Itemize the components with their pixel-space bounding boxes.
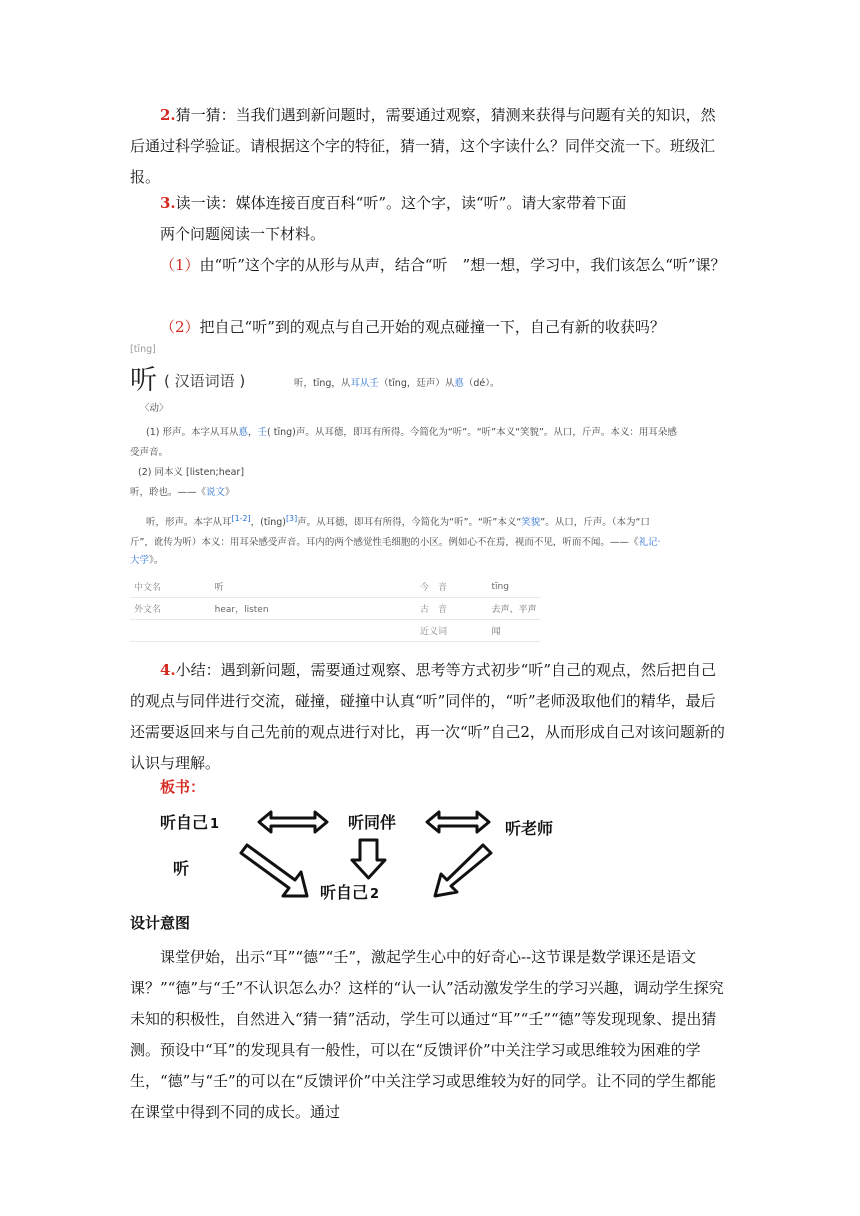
question-1 — [130, 250, 730, 281]
dict-para-b: 耳 — [222, 517, 232, 529]
double-arrow-left-icon — [259, 812, 327, 832]
dict-summary-b: （tīng，廷声）从 — [378, 378, 455, 389]
read-paragraph — [130, 188, 730, 219]
dict-def1-b: ， — [248, 427, 258, 438]
dict-table-key: 古 音 — [416, 598, 488, 620]
dict-paragraph-line2 — [130, 534, 660, 548]
dict-para-sup-1[interactable]: [1-2] — [231, 514, 251, 523]
board-self-1-text: 听自己 — [160, 813, 209, 832]
read-number: 3. — [160, 194, 176, 212]
dict-para-line3-end: 》。 — [149, 555, 164, 566]
dict-para-sup-2[interactable]: [3] — [285, 514, 298, 523]
design-paragraph: 课堂伊始，出示“耳”“德”“壬”，激起学生心中的好奇心--这节课是数学课还是语文课？”“德”与“壬”不认识怎么办？这样的“认一认”活动激发学生的学习兴趣，调动学生探究未知的积极性，自然进入“猜一猜”活动，学生可以通过“耳”“壬”“德”等发现现象、提出猜测。预设中“耳”的发现具有一般性，可以在“反馈评价”中关注学习或思维较为困难的学生，“德”与“壬”的可以在“反馈评价”中关注学习或思维较为好的同学。让不同的学生都能在课堂中得到不同的成长。通过 — [130, 948, 724, 1121]
double-arrow-right-icon — [427, 812, 489, 832]
dict-quote-link[interactable]: 说文 — [206, 487, 226, 498]
guess-number: 2. — [160, 106, 176, 124]
board-self-2 — [320, 880, 379, 903]
dict-def1-c: ( tīng)声。从耳德，即耳有所得。今简化为“听”。“听”本义“笑貌”。从口，斤声。本义：用耳朵感 — [267, 427, 677, 438]
dict-table-value: 闻 — [488, 620, 541, 642]
read-line2: 两个问题阅读一下材料。 — [160, 225, 326, 243]
dict-table-value: hear，listen — [211, 598, 416, 620]
dict-summary-link-2[interactable]: 悳 — [454, 378, 464, 389]
dict-table-value — [211, 620, 416, 642]
board-listen: 听 — [173, 859, 190, 878]
dict-summary-c: （dé）。 — [463, 378, 500, 389]
board-self-1 — [160, 810, 219, 833]
board-self-2-text: 听自己 — [320, 883, 369, 902]
dict-quote-b: 》 — [225, 487, 235, 498]
dict-def1-a: (1) 形声。本字从耳从 — [146, 427, 239, 438]
question-1-text: 由“听”这个字的从形与从声，结合“听 ”想一想，学习中，我们该怎么“听”课？ — [199, 256, 726, 274]
dict-para-e: 声。从耳德，即耳有所得，今简化为“听”。“听”本义“ — [297, 517, 522, 529]
dict-summary — [294, 375, 500, 389]
read-line1: 读一读：媒体连接百度百科“听”。这个字，读“听”。请大家带着下面 — [175, 194, 627, 212]
dict-paragraph-line3 — [130, 552, 163, 566]
dict-def2: (2) 同本义 [listen;hear] — [138, 467, 245, 478]
dict-table-value: tīng — [488, 576, 541, 598]
dict-table-row — [130, 598, 540, 620]
dict-pos: 〈动〉 — [140, 403, 169, 414]
dict-summary-a: 听，tīng，从 — [294, 378, 351, 389]
dict-def1 — [146, 424, 677, 438]
dict-table-value: 去声、平声 — [488, 598, 541, 620]
question-2-text: 把自己“听”到的观点与自己开始的观点碰撞一下，自己有新的收获吗？ — [199, 318, 665, 336]
dict-def2-quote — [130, 484, 235, 498]
dict-para-f: ”。从口，斤声。（本为“口 — [540, 517, 650, 529]
dict-def1-link-1[interactable]: 悳 — [238, 427, 248, 438]
guess-paragraph — [130, 100, 730, 193]
summary-number: 4. — [160, 661, 176, 679]
dict-table-key: 近义词 — [416, 620, 488, 642]
board-teacher: 听老师 — [505, 819, 554, 838]
board-title: 板书： — [160, 778, 206, 796]
dict-pinyin: [tīng] — [130, 344, 156, 355]
board-self-1-num: 1 — [210, 817, 220, 832]
guess-text: 猜一猜：当我们遇到新问题时，需要通过观察，猜测来获得与问题有关的知识，然后通过科学验证。请根据这个字的特征，猜一猜，这个字读什么？同伴交流一下。班级汇报。 — [130, 106, 716, 186]
dict-tag: ( 汉语词语 ) — [164, 372, 246, 390]
board-diagram — [155, 800, 595, 905]
dict-table-row — [130, 620, 540, 642]
dict-def1-link-2[interactable]: 壬 — [257, 427, 268, 438]
dict-quote-a: 听，聆也。——《 — [130, 487, 207, 498]
dict-para-line2-text: 斤”，讹传为听）本义：用耳朵感受声音。耳内的两个感觉性毛细胞的小区。例如心不在焉，视而不见，听而不闻。——《 — [130, 537, 639, 548]
dict-para-c: ， — [250, 517, 261, 529]
dict-summary-link-1[interactable]: 耳从壬 — [350, 378, 379, 389]
dict-table-key: 中文名 — [130, 576, 211, 598]
diagonal-arrow-down-right-icon — [241, 845, 307, 896]
dict-info-table — [130, 576, 540, 642]
dict-def1-cont: 受声音。 — [130, 447, 169, 458]
dict-para-d: (tīng) — [260, 517, 286, 529]
board-self-2-num: 2 — [370, 887, 380, 902]
dict-table-key: 外文名 — [130, 598, 211, 620]
question-1-number: （1） — [160, 256, 200, 274]
dict-para-line3-link[interactable]: 大学 — [130, 555, 150, 566]
question-2 — [130, 312, 730, 343]
question-2-number: （2） — [160, 318, 200, 336]
dict-paragraph-line1 — [146, 514, 650, 528]
diagonal-arrow-down-left-icon — [435, 845, 491, 896]
dict-char: 听 — [130, 365, 157, 396]
dict-table-key — [130, 620, 211, 642]
arrow-down-icon — [352, 840, 385, 878]
summary-text: 小结：遇到新问题，需要通过观察、思考等方式初步“听”自己的观点，然后把自己的观点与同伴进行交流，碰撞，碰撞中认真“听”同伴的，“听”老师汲取他们的精华，最后还需要返回来与自己先前的观点进行对比，再一次“听”自己2，从而形成自己对该问题新的认识与理解。 — [130, 661, 725, 772]
dict-para-link-2[interactable]: 礼记· — [638, 537, 661, 548]
dictionary-screenshot — [130, 340, 677, 648]
dict-table-row — [130, 576, 540, 598]
dict-table-key: 今 音 — [416, 576, 488, 598]
dict-para-a: 听，形声。本字从 — [146, 517, 223, 529]
dict-table-value: 听 — [211, 576, 416, 598]
board-peer: 听同伴 — [348, 813, 397, 832]
dict-para-link[interactable]: 笑貌 — [521, 517, 541, 529]
design-heading: 设计意图 — [130, 914, 191, 932]
summary-paragraph — [130, 655, 730, 779]
